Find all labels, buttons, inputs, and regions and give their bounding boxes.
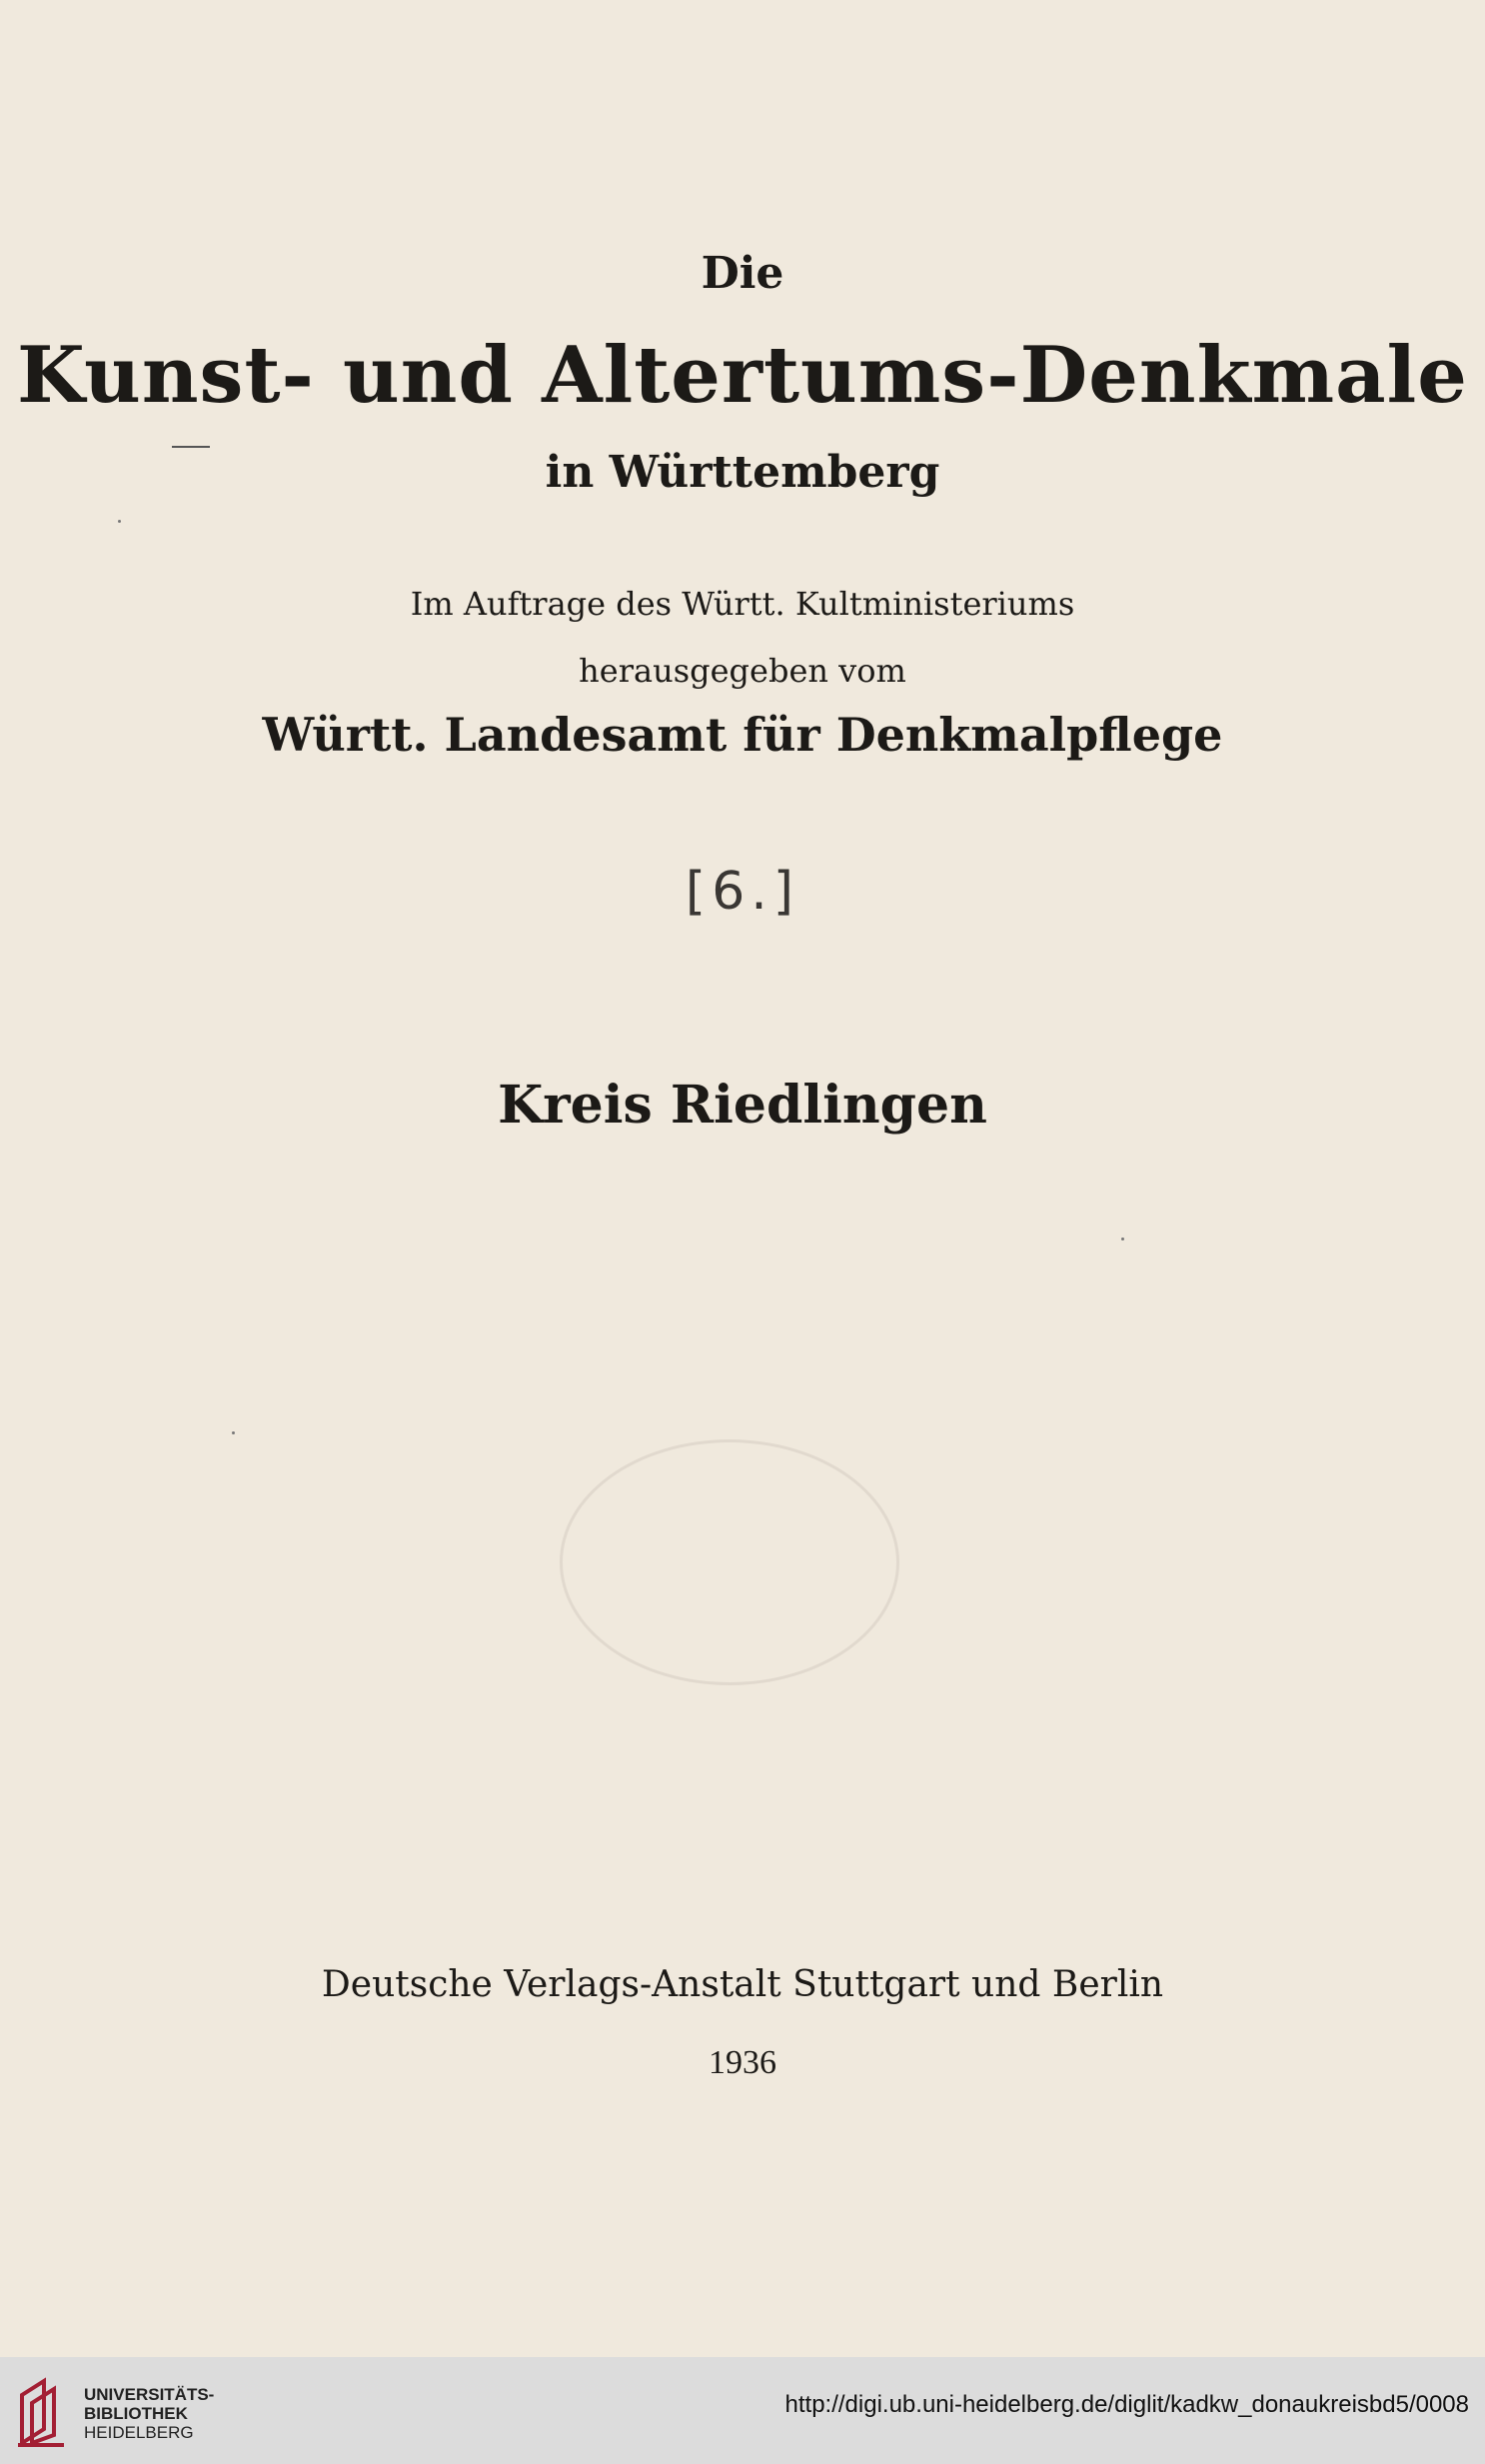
paper-speck (232, 1431, 235, 1434)
title-subtitle: in Württemberg (545, 447, 940, 498)
title-die: Die (701, 248, 784, 299)
editor-line: herausgegeben vom (579, 652, 906, 690)
faded-library-stamp (560, 1439, 899, 1685)
publication-year: 1936 (709, 2044, 776, 2081)
commission-line: Im Auftrage des Württ. Kultministeriums (410, 585, 1075, 623)
paper-speck (118, 520, 121, 523)
footer-bar (0, 2357, 1485, 2464)
permalink-url[interactable]: http://digi.ub.uni-heidelberg.de/diglit/kadkw_donaukreisbd5/0008 (784, 2391, 1469, 2418)
district-title: Kreis Riedlingen (498, 1075, 987, 1136)
page-title: Kunst- und Altertums-Denkmale (17, 330, 1468, 421)
university-library-logo-icon (14, 2373, 72, 2449)
logo-line: BIBLIOTHEK (84, 2404, 188, 2423)
publisher-line: Deutsche Verlags-Anstalt Stuttgart und Berlin (321, 1964, 1164, 2005)
logo-line: UNIVERSITÄTS- (84, 2385, 215, 2404)
logo-line: HEIDELBERG (84, 2423, 194, 2442)
handwritten-volume-note: [6.] (685, 862, 800, 922)
editor-institution: Württ. Landesamt für Denkmalpflege (262, 708, 1223, 762)
paper-speck (1121, 1237, 1124, 1240)
library-logo-text (84, 2385, 214, 2442)
